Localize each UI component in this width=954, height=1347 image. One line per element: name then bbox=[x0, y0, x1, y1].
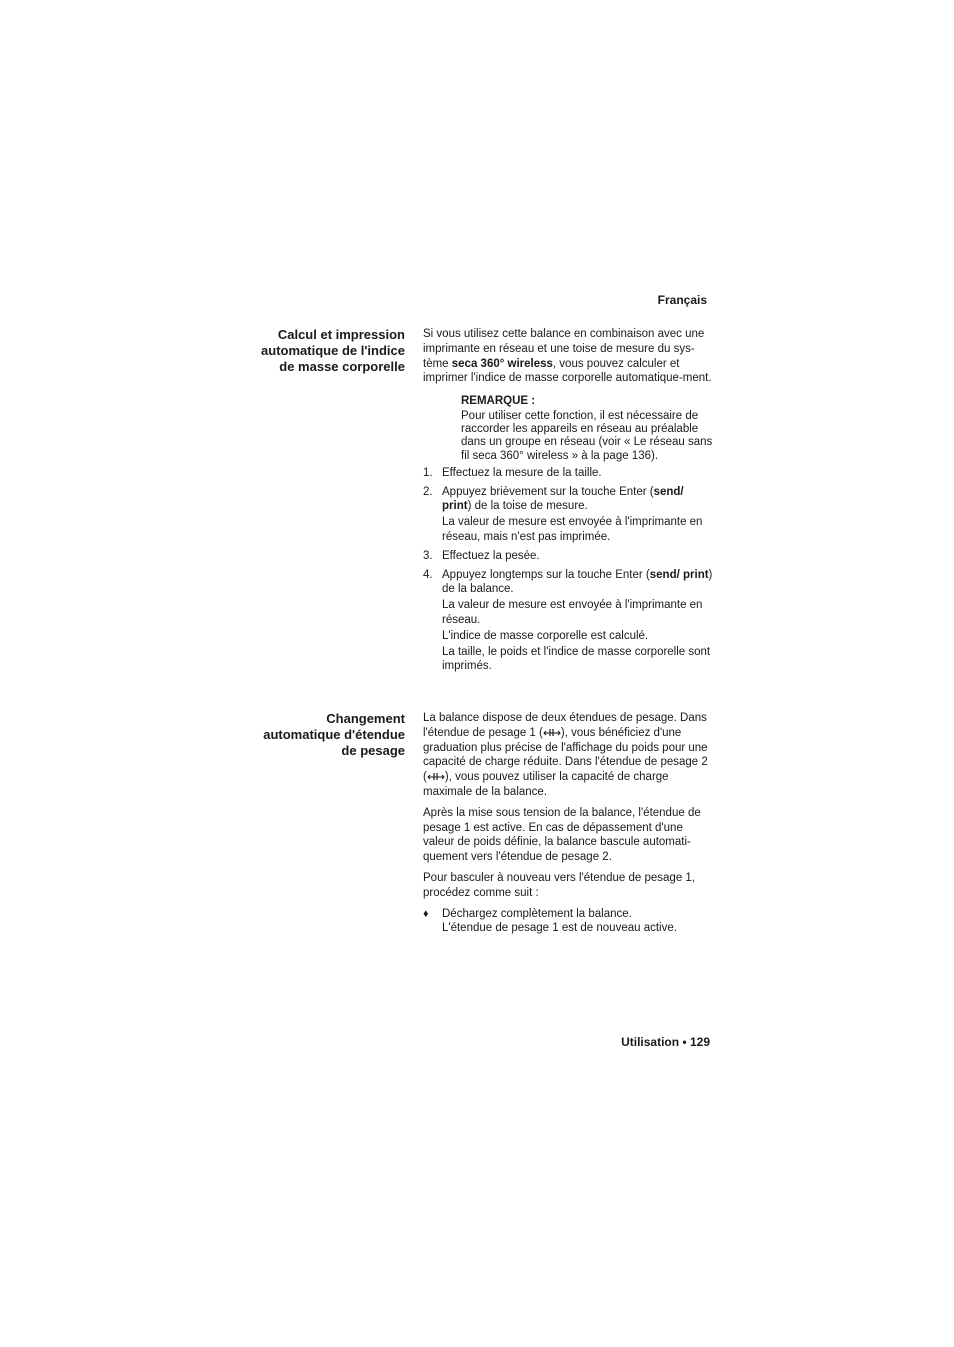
step-text: Appuyez brièvement sur la touche Enter (send/ print) de la toise de mesure. bbox=[442, 485, 684, 513]
range-1-icon bbox=[543, 728, 561, 737]
step-number: 3. bbox=[423, 549, 433, 562]
section2-heading bbox=[200, 711, 405, 759]
bullet-item bbox=[423, 907, 713, 937]
step-number: 1. bbox=[423, 466, 433, 479]
step-result: La valeur de mesure est envoyée à l'imprimante en réseau. bbox=[442, 599, 703, 626]
bullet-result: L'étendue de pesage 1 est de nouveau active. bbox=[442, 922, 677, 935]
step-2 bbox=[423, 485, 713, 545]
step-result: La taille, le poids et l'indice de masse corporelle sont imprimés. bbox=[442, 645, 711, 673]
step-3 bbox=[423, 549, 713, 564]
section2-paragraph-3: Pour basculer à nouveau vers l'étendue de pesage 1, procédez comme suit : bbox=[423, 871, 695, 899]
section1-heading-line2: automatique de l'indice bbox=[261, 343, 405, 358]
step-text: Effectuez la pesée. bbox=[442, 549, 540, 562]
step-number: 4. bbox=[423, 568, 433, 581]
section2-heading-line2: automatique d'étendue bbox=[263, 727, 405, 742]
section2-paragraph-1: La balance dispose de deux étendues de pesage. Dans l'étendue de pesage 1 ( ), vous bénéficiez d'une graduation plus précise de l'affichage du poids pour une capacité de charge réduite. Dans l'étendue de pesage 2 ( ), vous pouvez utiliser la capacité de charge maximale de la balance. bbox=[423, 712, 708, 798]
section1-heading bbox=[200, 327, 405, 375]
product-name: seca 360° wireless bbox=[451, 357, 553, 370]
section2-paragraph-2: Après la mise sous tension de la balance, l'étendue de pesage 1 est active. En cas de dépassement d'une valeur de poids définie, la balance bascule automati-quement vers l'étendue de pesage 2. bbox=[423, 806, 701, 864]
section2-heading-line1: Changement bbox=[326, 711, 405, 726]
section1-heading-line3: de masse corporelle bbox=[279, 359, 405, 374]
step-result: L'indice de masse corporelle est calculé. bbox=[442, 629, 649, 642]
step-text: Appuyez longtemps sur la touche Enter (send/ print) de la balance. bbox=[442, 568, 713, 596]
language-header: Français bbox=[657, 293, 707, 307]
note-title: REMARQUE : bbox=[461, 395, 536, 408]
step-result: La valeur de mesure est envoyée à l'imprimante en réseau, mais n'est pas imprimée. bbox=[442, 516, 703, 543]
section1-heading-line1: Calcul et impression bbox=[277, 327, 405, 342]
section2-body bbox=[423, 711, 713, 936]
bullet-text: Déchargez complètement la balance. bbox=[442, 907, 632, 920]
section1-body bbox=[423, 327, 713, 678]
note-box bbox=[461, 394, 713, 463]
note-text: Pour utiliser cette fonction, il est nécessaire de raccorder les appareils en réseau au préalable dans un groupe en réseau (voir « Le réseau sans fil seca 360° wireless » à la page 136). bbox=[461, 409, 713, 462]
range-2-icon bbox=[427, 772, 445, 781]
page-footer: Utilisation • 129 bbox=[621, 1035, 710, 1049]
step-text: Effectuez la mesure de la taille. bbox=[442, 466, 602, 479]
step-1 bbox=[423, 466, 713, 481]
diamond-bullet-icon: ♦ bbox=[423, 907, 429, 920]
step-number: 2. bbox=[423, 485, 433, 498]
section2-heading-line3: de pesage bbox=[341, 743, 405, 758]
step-4 bbox=[423, 568, 713, 675]
section1-intro: Si vous utilisez cette balance en combinaison avec une imprimante en réseau et une toise de mesure du sys-tème seca 360° wireless, vous pouvez calculer et imprimer l'indice de masse corporelle automatique-ment. bbox=[423, 328, 712, 385]
